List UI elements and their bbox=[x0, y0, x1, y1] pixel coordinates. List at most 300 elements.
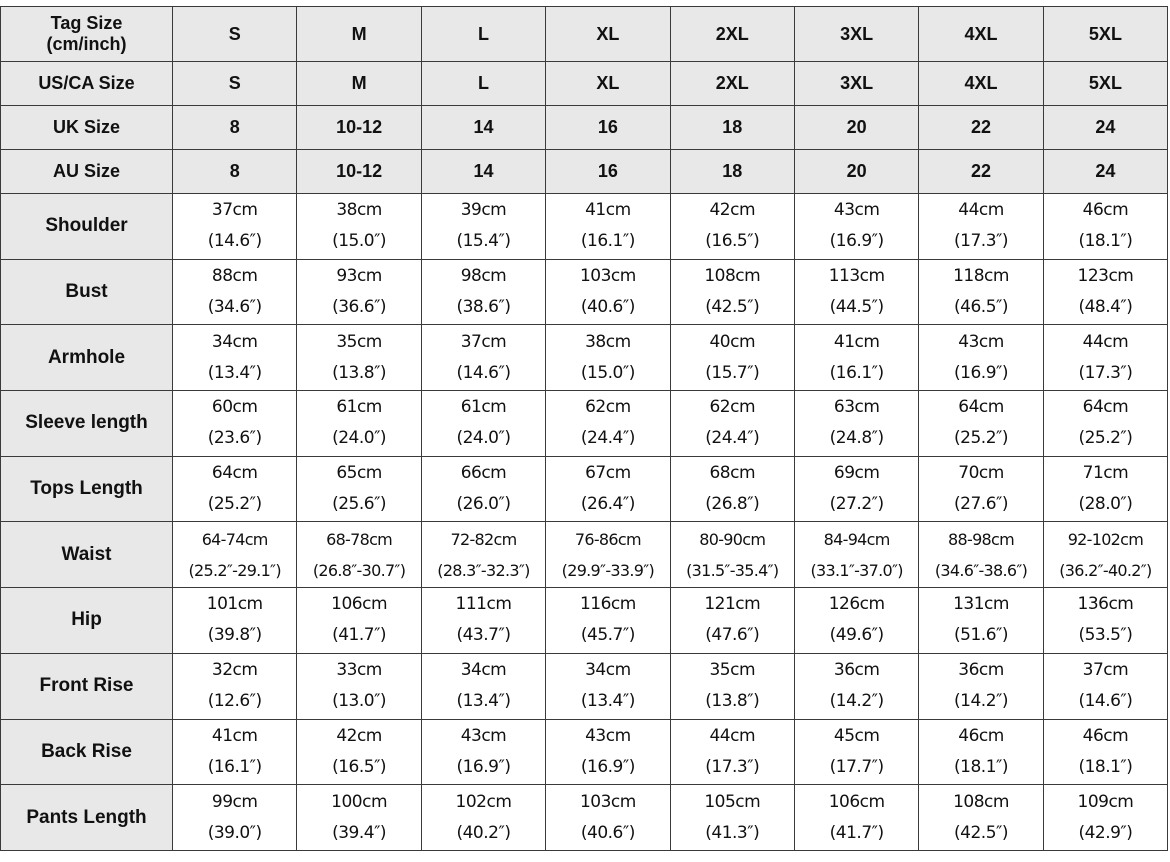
size-header-cell: S bbox=[173, 62, 297, 106]
measurement-cell bbox=[794, 194, 918, 260]
measurement-row-back-rise bbox=[1, 719, 1168, 785]
size-header-cell: 24 bbox=[1043, 106, 1167, 150]
value-inch: (25.2″) bbox=[207, 494, 262, 515]
value-cm: 60cm bbox=[211, 397, 258, 418]
size-header-cell: 16 bbox=[546, 150, 670, 194]
size-header-cell: 3XL bbox=[794, 62, 918, 106]
value-cm: 36cm bbox=[833, 660, 880, 681]
value-inch: (25.2″) bbox=[1078, 428, 1133, 449]
value-inch: (18.1″) bbox=[1078, 756, 1133, 777]
value-inch: (16.5″) bbox=[332, 756, 387, 777]
row-label: Shoulder bbox=[1, 194, 173, 260]
value-cm: 44cm bbox=[958, 200, 1004, 221]
value-inch: (28.0″) bbox=[1078, 494, 1133, 515]
measurement-cell bbox=[297, 456, 421, 522]
measurement-cell bbox=[546, 653, 670, 719]
value-inch: (40.6″) bbox=[580, 822, 635, 843]
value-inch: (13.4″) bbox=[456, 691, 511, 712]
value-cm: 65cm bbox=[336, 463, 382, 484]
measurement-row-hip bbox=[1, 588, 1168, 654]
value-cm: 66cm bbox=[460, 463, 507, 484]
value-inch: (24.0″) bbox=[332, 428, 387, 449]
measurement-cell bbox=[919, 194, 1043, 260]
value-inch: (42.9″) bbox=[1078, 822, 1133, 843]
measurement-cell bbox=[919, 588, 1043, 654]
measurement-cell bbox=[173, 785, 297, 851]
value-cm: 33cm bbox=[336, 660, 382, 681]
value-inch: (31.5″-35.4″) bbox=[686, 560, 779, 580]
value-cm: 34cm bbox=[211, 331, 258, 352]
value-cm: 44cm bbox=[1082, 331, 1129, 352]
measurement-cell bbox=[546, 456, 670, 522]
value-inch: (14.6″) bbox=[207, 231, 262, 252]
measurement-cell bbox=[546, 719, 670, 785]
row-label bbox=[1, 62, 173, 106]
value-cm: 111cm bbox=[455, 594, 512, 615]
value-cm: 46cm bbox=[958, 725, 1004, 746]
value-cm: 35cm bbox=[709, 660, 756, 681]
value-cm: 61cm bbox=[460, 397, 507, 418]
value-cm: 108cm bbox=[953, 791, 1009, 812]
header-row-us-ca-size bbox=[1, 62, 1168, 106]
size-header-cell: 4XL bbox=[919, 7, 1043, 62]
size-header-cell: L bbox=[421, 62, 545, 106]
measurement-cell bbox=[421, 456, 545, 522]
value-inch: (42.5″) bbox=[705, 297, 760, 318]
value-cm: 42cm bbox=[709, 200, 756, 221]
size-header-cell: 8 bbox=[173, 106, 297, 150]
size-header-cell: 20 bbox=[794, 150, 918, 194]
value-inch: (36.6″) bbox=[332, 297, 387, 318]
measurement-cell bbox=[1043, 588, 1167, 654]
value-cm: 38cm bbox=[585, 331, 631, 352]
value-cm: 136cm bbox=[1077, 594, 1134, 615]
value-inch: (42.5″) bbox=[954, 822, 1009, 843]
value-inch: (17.3″) bbox=[1078, 362, 1133, 383]
value-inch: (15.4″) bbox=[456, 231, 511, 252]
measurement-cell bbox=[421, 719, 545, 785]
measurement-cell bbox=[173, 391, 297, 457]
value-inch: (38.6″) bbox=[456, 297, 511, 318]
value-cm: 46cm bbox=[1082, 200, 1129, 221]
value-inch: (18.1″) bbox=[954, 756, 1009, 777]
value-inch: (16.1″) bbox=[207, 756, 262, 777]
size-header-cell: 20 bbox=[794, 106, 918, 150]
value-cm: 71cm bbox=[1082, 463, 1129, 484]
row-label-subtext: (cm/inch) bbox=[46, 34, 127, 54]
value-inch: (27.6″) bbox=[954, 494, 1009, 515]
value-inch: (44.5″) bbox=[829, 297, 884, 318]
value-inch: (16.1″) bbox=[829, 362, 884, 383]
value-inch: (41.3″) bbox=[705, 822, 760, 843]
value-cm: 62cm bbox=[709, 397, 756, 418]
value-inch: (53.5″) bbox=[1078, 625, 1133, 646]
value-inch: (26.8″) bbox=[705, 494, 760, 515]
value-cm: 32cm bbox=[211, 660, 258, 681]
value-cm: 63cm bbox=[833, 397, 880, 418]
value-cm: 68cm bbox=[709, 463, 756, 484]
measurement-cell bbox=[670, 391, 794, 457]
measurement-cell bbox=[297, 325, 421, 391]
measurement-cell bbox=[670, 719, 794, 785]
value-inch: (29.9″-33.9″) bbox=[561, 560, 655, 580]
value-cm: 36cm bbox=[958, 660, 1004, 681]
measurement-cell bbox=[919, 719, 1043, 785]
size-header-cell: 4XL bbox=[919, 62, 1043, 106]
value-cm: 34cm bbox=[460, 660, 507, 681]
value-cm: 40cm bbox=[709, 331, 756, 352]
value-cm: 43cm bbox=[833, 200, 880, 221]
value-inch: (26.8″-30.7″) bbox=[312, 560, 406, 580]
measurement-cell bbox=[297, 588, 421, 654]
value-inch: (24.4″) bbox=[580, 428, 635, 449]
measurement-cell bbox=[670, 259, 794, 325]
measurement-cell bbox=[173, 653, 297, 719]
size-header-cell: 5XL bbox=[1043, 7, 1167, 62]
value-inch: (39.8″) bbox=[207, 625, 262, 646]
measurement-cell bbox=[1043, 456, 1167, 522]
value-cm: 106cm bbox=[331, 594, 388, 615]
value-cm: 103cm bbox=[579, 266, 636, 287]
size-header-cell: 24 bbox=[1043, 150, 1167, 194]
value-inch: (47.6″) bbox=[705, 625, 760, 646]
measurement-cell bbox=[670, 522, 794, 588]
size-header-cell: 14 bbox=[421, 106, 545, 150]
measurement-cell bbox=[421, 522, 545, 588]
measurement-cell bbox=[297, 391, 421, 457]
measurement-cell bbox=[794, 522, 918, 588]
value-inch: (14.2″) bbox=[829, 691, 884, 712]
value-cm: 46cm bbox=[1082, 725, 1129, 746]
measurement-cell bbox=[670, 785, 794, 851]
row-label: Pants Length bbox=[1, 785, 173, 851]
value-inch: (40.2″) bbox=[456, 822, 511, 843]
value-inch: (46.5″) bbox=[954, 297, 1009, 318]
measurement-row-front-rise bbox=[1, 653, 1168, 719]
size-header-cell: 22 bbox=[919, 150, 1043, 194]
measurement-cell bbox=[670, 653, 794, 719]
row-label-text: UK Size bbox=[52, 117, 121, 137]
value-cm: 123cm bbox=[1077, 266, 1134, 287]
measurement-cell bbox=[173, 259, 297, 325]
value-inch: (16.1″) bbox=[580, 231, 635, 252]
size-chart-table bbox=[0, 6, 1168, 851]
value-inch: (17.3″) bbox=[954, 231, 1009, 252]
value-cm: 92-102cm bbox=[1067, 529, 1144, 549]
measurement-cell bbox=[794, 456, 918, 522]
value-cm: 64cm bbox=[1082, 397, 1129, 418]
measurement-cell bbox=[794, 588, 918, 654]
measurement-row-shoulder bbox=[1, 194, 1168, 260]
value-cm: 44cm bbox=[709, 725, 756, 746]
measurement-cell bbox=[173, 522, 297, 588]
value-cm: 121cm bbox=[704, 594, 761, 615]
value-cm: 93cm bbox=[336, 266, 382, 287]
value-cm: 42cm bbox=[336, 725, 382, 746]
value-cm: 41cm bbox=[585, 200, 631, 221]
value-inch: (16.9″) bbox=[829, 231, 884, 252]
measurement-cell bbox=[297, 194, 421, 260]
measurement-row-sleeve-length bbox=[1, 391, 1168, 457]
value-inch: (17.3″) bbox=[705, 756, 760, 777]
measurement-cell bbox=[421, 391, 545, 457]
value-inch: (16.9″) bbox=[954, 362, 1009, 383]
value-inch: (25.2″) bbox=[954, 428, 1009, 449]
measurement-cell bbox=[670, 456, 794, 522]
header-row-uk-size bbox=[1, 106, 1168, 150]
value-inch: (24.4″) bbox=[705, 428, 760, 449]
measurement-cell bbox=[794, 653, 918, 719]
value-cm: 105cm bbox=[704, 791, 761, 812]
value-cm: 67cm bbox=[585, 463, 631, 484]
measurement-cell bbox=[1043, 391, 1167, 457]
row-label bbox=[1, 150, 173, 194]
value-cm: 45cm bbox=[833, 725, 880, 746]
value-cm: 72-82cm bbox=[450, 529, 517, 549]
value-cm: 41cm bbox=[211, 725, 258, 746]
value-cm: 84-94cm bbox=[823, 529, 890, 549]
value-cm: 62cm bbox=[585, 397, 631, 418]
value-inch: (16.9″) bbox=[580, 756, 635, 777]
value-cm: 98cm bbox=[460, 266, 507, 287]
measurement-cell bbox=[173, 719, 297, 785]
value-cm: 70cm bbox=[958, 463, 1004, 484]
value-inch: (13.8″) bbox=[705, 691, 760, 712]
size-chart-body bbox=[1, 7, 1168, 851]
value-cm: 43cm bbox=[460, 725, 507, 746]
value-cm: 108cm bbox=[704, 266, 761, 287]
measurement-cell bbox=[173, 325, 297, 391]
row-label: Bust bbox=[1, 259, 173, 325]
value-cm: 37cm bbox=[1082, 660, 1129, 681]
size-header-cell: 10-12 bbox=[297, 106, 421, 150]
size-header-cell: 18 bbox=[670, 106, 794, 150]
value-cm: 43cm bbox=[958, 331, 1004, 352]
row-label bbox=[1, 106, 173, 150]
header-row-au-size bbox=[1, 150, 1168, 194]
measurement-row-waist bbox=[1, 522, 1168, 588]
value-inch: (14.6″) bbox=[456, 362, 511, 383]
value-inch: (27.2″) bbox=[829, 494, 884, 515]
measurement-row-tops-length bbox=[1, 456, 1168, 522]
measurement-cell bbox=[1043, 653, 1167, 719]
value-inch: (43.7″) bbox=[456, 625, 511, 646]
value-cm: 43cm bbox=[585, 725, 631, 746]
measurement-cell bbox=[1043, 522, 1167, 588]
measurement-cell bbox=[794, 325, 918, 391]
measurement-cell bbox=[421, 785, 545, 851]
size-header-cell: M bbox=[297, 7, 421, 62]
measurement-cell bbox=[919, 522, 1043, 588]
size-header-cell: M bbox=[297, 62, 421, 106]
value-inch: (23.6″) bbox=[207, 428, 262, 449]
measurement-cell bbox=[919, 259, 1043, 325]
value-inch: (16.5″) bbox=[705, 231, 760, 252]
value-cm: 106cm bbox=[828, 791, 885, 812]
value-inch: (28.3″-32.3″) bbox=[437, 560, 530, 580]
measurement-row-bust bbox=[1, 259, 1168, 325]
value-inch: (15.7″) bbox=[705, 362, 760, 383]
size-header-cell: 2XL bbox=[670, 7, 794, 62]
measurement-cell bbox=[1043, 325, 1167, 391]
value-inch: (15.0″) bbox=[332, 231, 387, 252]
measurement-cell bbox=[1043, 194, 1167, 260]
value-cm: 34cm bbox=[585, 660, 631, 681]
value-cm: 113cm bbox=[828, 266, 885, 287]
measurement-cell bbox=[1043, 719, 1167, 785]
value-inch: (33.1″-37.0″) bbox=[810, 560, 903, 580]
measurement-cell bbox=[794, 719, 918, 785]
measurement-cell bbox=[546, 325, 670, 391]
row-label: Waist bbox=[1, 522, 173, 588]
measurement-cell bbox=[670, 325, 794, 391]
value-inch: (51.6″) bbox=[954, 625, 1009, 646]
measurement-cell bbox=[1043, 785, 1167, 851]
value-inch: (39.0″) bbox=[207, 822, 262, 843]
value-cm: 35cm bbox=[336, 331, 382, 352]
value-inch: (17.7″) bbox=[829, 756, 884, 777]
value-cm: 76-86cm bbox=[574, 529, 641, 549]
size-header-cell: S bbox=[173, 7, 297, 62]
size-header-cell: 14 bbox=[421, 150, 545, 194]
size-header-cell: 18 bbox=[670, 150, 794, 194]
measurement-cell bbox=[919, 456, 1043, 522]
row-label: Hip bbox=[1, 588, 173, 654]
row-label: Front Rise bbox=[1, 653, 173, 719]
value-inch: (34.6″) bbox=[207, 297, 262, 318]
value-inch: (13.4″) bbox=[207, 362, 262, 383]
value-inch: (13.8″) bbox=[332, 362, 387, 383]
value-inch: (24.0″) bbox=[456, 428, 511, 449]
measurement-cell bbox=[297, 785, 421, 851]
measurement-cell bbox=[919, 653, 1043, 719]
value-cm: 39cm bbox=[460, 200, 507, 221]
size-header-cell: L bbox=[421, 7, 545, 62]
value-cm: 126cm bbox=[828, 594, 885, 615]
value-inch: (13.0″) bbox=[332, 691, 387, 712]
value-cm: 109cm bbox=[1077, 791, 1134, 812]
value-inch: (34.6″-38.6″) bbox=[934, 560, 1028, 580]
value-inch: (12.6″) bbox=[207, 691, 262, 712]
row-label bbox=[1, 7, 173, 62]
measurement-cell bbox=[546, 391, 670, 457]
measurement-cell bbox=[421, 653, 545, 719]
value-inch: (14.2″) bbox=[954, 691, 1009, 712]
value-cm: 131cm bbox=[953, 594, 1009, 615]
value-inch: (39.4″) bbox=[332, 822, 387, 843]
measurement-cell bbox=[670, 588, 794, 654]
size-chart-container bbox=[0, 6, 1170, 851]
value-cm: 80-90cm bbox=[699, 529, 766, 549]
measurement-row-armhole bbox=[1, 325, 1168, 391]
value-cm: 88-98cm bbox=[948, 529, 1015, 549]
value-cm: 41cm bbox=[833, 331, 880, 352]
value-inch: (26.0″) bbox=[456, 494, 511, 515]
value-inch: (25.6″) bbox=[332, 494, 387, 515]
measurement-cell bbox=[421, 259, 545, 325]
size-header-cell: XL bbox=[546, 62, 670, 106]
value-cm: 118cm bbox=[953, 266, 1009, 287]
value-inch: (49.6″) bbox=[829, 625, 884, 646]
size-header-cell: 16 bbox=[546, 106, 670, 150]
measurement-cell bbox=[794, 391, 918, 457]
value-inch: (14.6″) bbox=[1078, 691, 1133, 712]
row-label: Sleeve length bbox=[1, 391, 173, 457]
value-inch: (41.7″) bbox=[829, 822, 884, 843]
measurement-cell bbox=[297, 259, 421, 325]
measurement-cell bbox=[421, 588, 545, 654]
value-cm: 64-74cm bbox=[201, 529, 268, 549]
row-label: Tops Length bbox=[1, 456, 173, 522]
value-cm: 64cm bbox=[958, 397, 1004, 418]
value-cm: 101cm bbox=[206, 594, 263, 615]
measurement-cell bbox=[670, 194, 794, 260]
size-header-cell: 8 bbox=[173, 150, 297, 194]
measurement-cell bbox=[546, 194, 670, 260]
measurement-cell bbox=[297, 719, 421, 785]
measurement-cell bbox=[546, 259, 670, 325]
size-header-cell: XL bbox=[546, 7, 670, 62]
value-inch: (36.2″-40.2″) bbox=[1059, 560, 1152, 580]
value-cm: 69cm bbox=[833, 463, 880, 484]
size-header-cell: 3XL bbox=[794, 7, 918, 62]
value-cm: 64cm bbox=[211, 463, 258, 484]
measurement-cell bbox=[297, 522, 421, 588]
value-inch: (24.8″) bbox=[829, 428, 884, 449]
row-label: Back Rise bbox=[1, 719, 173, 785]
row-label-text: Tag Size bbox=[50, 13, 123, 33]
value-cm: 61cm bbox=[336, 397, 382, 418]
size-header-cell: 5XL bbox=[1043, 62, 1167, 106]
value-inch: (48.4″) bbox=[1078, 297, 1133, 318]
value-cm: 100cm bbox=[331, 791, 388, 812]
value-cm: 99cm bbox=[211, 791, 258, 812]
measurement-row-pants-length bbox=[1, 785, 1168, 851]
value-cm: 116cm bbox=[579, 594, 636, 615]
measurement-cell bbox=[297, 653, 421, 719]
size-header-cell: 10-12 bbox=[297, 150, 421, 194]
value-inch: (40.6″) bbox=[580, 297, 635, 318]
row-label-text: AU Size bbox=[52, 161, 121, 181]
measurement-cell bbox=[173, 588, 297, 654]
row-label-text: US/CA Size bbox=[38, 73, 135, 93]
value-inch: (15.0″) bbox=[580, 362, 635, 383]
value-inch: (16.9″) bbox=[456, 756, 511, 777]
value-inch: (41.7″) bbox=[332, 625, 387, 646]
row-label: Armhole bbox=[1, 325, 173, 391]
measurement-cell bbox=[173, 194, 297, 260]
value-cm: 88cm bbox=[211, 266, 258, 287]
value-cm: 68-78cm bbox=[326, 529, 393, 549]
measurement-cell bbox=[919, 325, 1043, 391]
value-cm: 38cm bbox=[336, 200, 382, 221]
measurement-cell bbox=[919, 785, 1043, 851]
measurement-cell bbox=[794, 259, 918, 325]
measurement-cell bbox=[173, 456, 297, 522]
measurement-cell bbox=[546, 588, 670, 654]
value-cm: 102cm bbox=[455, 791, 512, 812]
value-cm: 37cm bbox=[460, 331, 507, 352]
size-header-cell: 2XL bbox=[670, 62, 794, 106]
value-cm: 37cm bbox=[211, 200, 258, 221]
value-cm: 103cm bbox=[579, 791, 636, 812]
measurement-cell bbox=[421, 325, 545, 391]
measurement-cell bbox=[546, 785, 670, 851]
size-header-cell: 22 bbox=[919, 106, 1043, 150]
measurement-cell bbox=[919, 391, 1043, 457]
value-inch: (25.2″-29.1″) bbox=[188, 560, 281, 580]
value-inch: (26.4″) bbox=[580, 494, 635, 515]
